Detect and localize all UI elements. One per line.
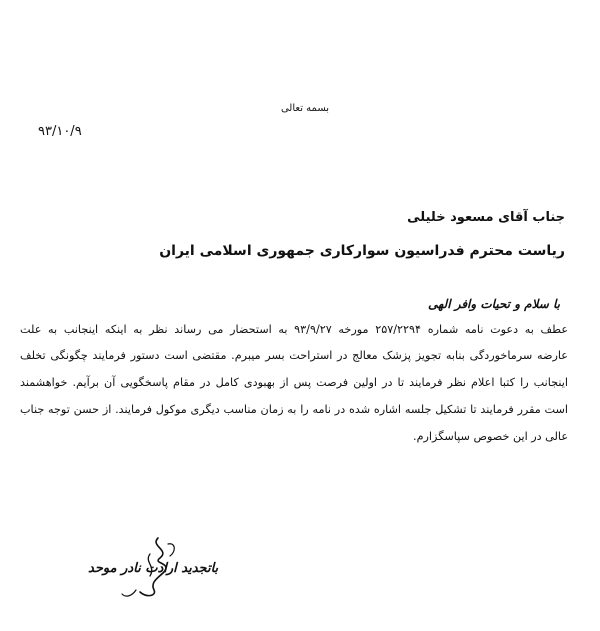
salutation: با سلام و تحیات وافر الهی [428, 297, 560, 311]
signature-block [80, 532, 219, 602]
body-line: عارضه سرماخوردگی بنابه تجویز پزشک معالج در استراحت بسر میبرم. مقتضی است دستور فرمایند چگونگی تخلف [20, 349, 568, 362]
body-line: اینجانب را کتبا اعلام نظر فرمایند تا در اولین فرصت پس از بهبودی کامل در مقام پاسخگویی آن برآیم. خواهشمند [20, 376, 568, 389]
recipient-name: جناب آقای مسعود خلیلی [407, 210, 565, 225]
signature-closing: باتجدید ارادت نادر موحد [88, 561, 219, 576]
basmala-heading: بسمه تعالی [280, 103, 330, 114]
body-line: عالی در این خصوص سپاسگزارم. [413, 430, 568, 443]
body-line: است مقرر فرمایند تا تشکیل جلسه اشاره شده در نامه را به زمان مناسب دیگری موکول فرمایند. از حسن توجه جناب [20, 403, 568, 416]
letter-date: ۹۳/۱۰/۹ [38, 124, 82, 139]
recipient-title: ریاست محترم فدراسیون سوارکاری جمهوری اسلامی ایران [159, 243, 565, 259]
body-line: عطف به دعوت نامه شماره ۲۵۷/۲۲۹۴ مورخه ۹۳/۹/۲۷ به استحضار می رساند نظر به اینکه اینجانب به علت [20, 323, 568, 336]
